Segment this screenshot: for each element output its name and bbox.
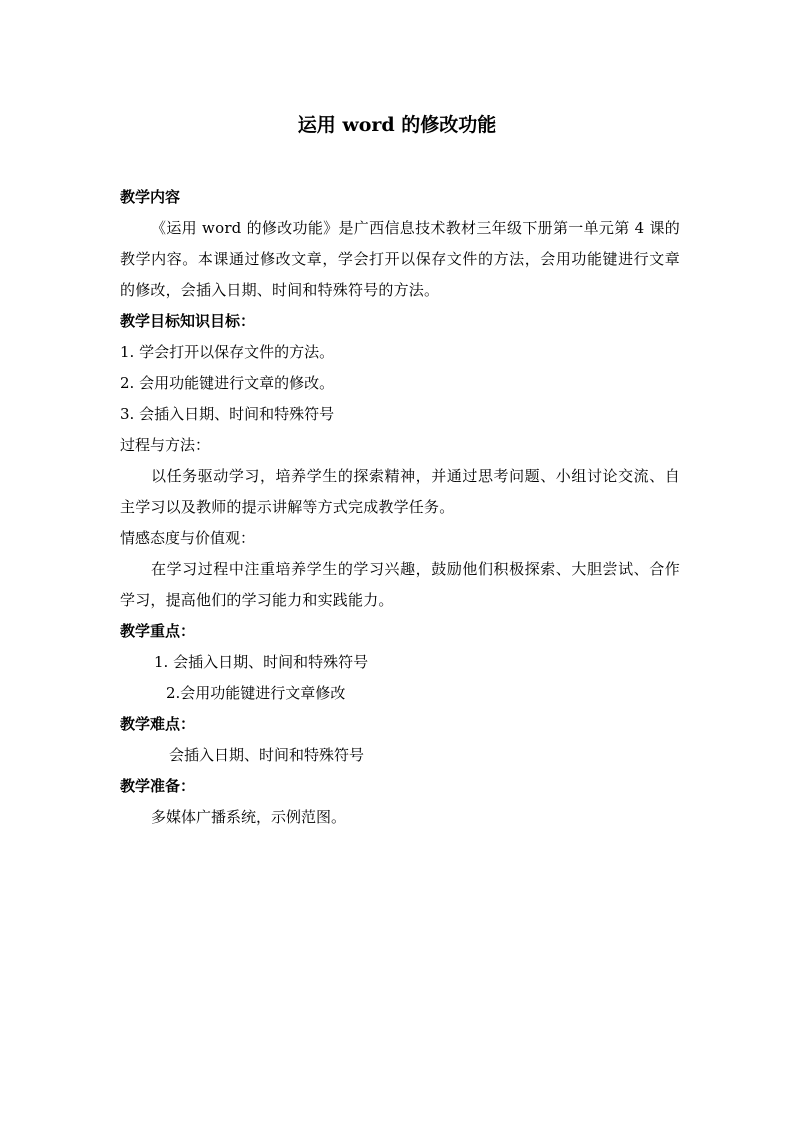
objective-item: 1. 学会打开以保存文件的方法。	[120, 343, 335, 361]
preparation-text: 多媒体广播系统，示例范图。	[151, 808, 347, 826]
section-heading-objectives: 教学目标知识目标：	[120, 312, 256, 330]
key-point-item: 2.会用功能键进行文章修改	[166, 684, 346, 702]
emotion-paragraph: 在学习过程中注重培养学生的学习兴趣，鼓励他们积极探索、大胆尝试、合作学习，提高他们的学习能力和实践能力。	[120, 560, 680, 609]
section-heading-emotion: 情感态度与价值观：	[120, 529, 256, 547]
section-heading-preparation: 教学准备：	[120, 777, 196, 795]
content-paragraph: 《运用 word 的修改功能》是广西信息技术教材三年级下册第一单元第 4 课的教学内容。本课通过修改文章，学会打开以保存文件的方法，会用功能键进行文章的修改，会插入日期、时间和特殊符号的方法。	[120, 219, 680, 299]
section-heading-process: 过程与方法：	[120, 436, 211, 454]
section-heading-content: 教学内容	[120, 188, 181, 206]
section-heading-key-points: 教学重点：	[120, 622, 196, 640]
difficulty-text: 会插入日期、时间和特殊符号	[169, 746, 365, 764]
section-heading-difficulty: 教学难点：	[120, 715, 196, 733]
document-title: 运用 word 的修改功能	[297, 114, 497, 136]
objective-item: 2. 会用功能键进行文章的修改。	[120, 374, 335, 392]
key-point-item: 1. 会插入日期、时间和特殊符号	[154, 653, 369, 671]
document-body	[120, 182, 680, 833]
objective-item: 3. 会插入日期、时间和特殊符号	[120, 405, 335, 423]
process-paragraph: 以任务驱动学习，培养学生的探索精神，并通过思考问题、小组讨论交流、自主学习以及教师的提示讲解等方式完成教学任务。	[120, 467, 680, 516]
